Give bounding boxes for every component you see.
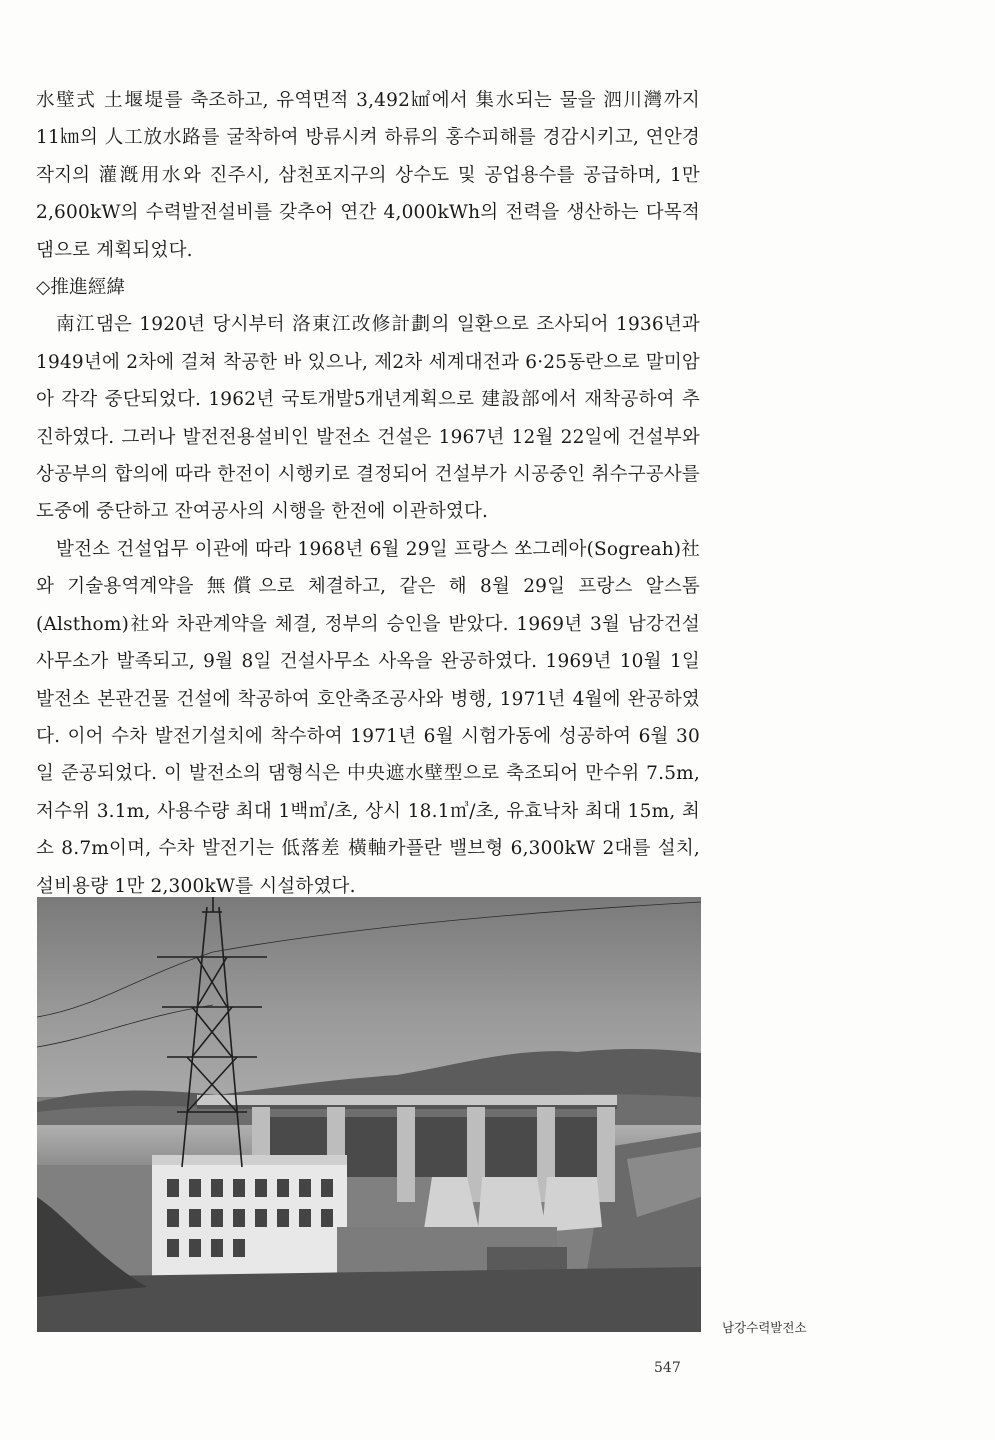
section-heading: ◇推進經緯 (36, 277, 126, 299)
body-text (36, 82, 700, 905)
page-number: 547 (654, 1360, 681, 1376)
power-plant-photo (37, 897, 701, 1332)
paragraph-construction: 발전소 건설업무 이관에 따라 1968년 6월 29일 프랑스 쏘그레아(Sogreah)社와 기술용역계약을 無償으로 체결하고, 같은 해 8월 29일 프랑스 알스톰(Alsthom)社와 차관계약을 체결, 정부의 승인을 받았다. 1969년 3월 남강건설사무소가 발족되고, 9월 8일 건설사무소 사옥을 완공하였다. 1969년 10월 1일 발전소 본관건물 건설에 착공하여 호안축조공사와 병행, 1971년 4월에 완공하였다. 이어 수차 발전기설치에 착수하여 1971년 6월 시험가동에 성공하여 6월 30일 준공되었다. 이 발전소의 댐형식은 中央遮水壁型으로 축조되어 만수위 7.5m, 저수위 3.1m, 사용수량 최대 1백㎥/초, 상시 18.1㎥/초, 유효낙차 최대 15m, 최소 8.7m이며, 수차 발전기는 低落差 橫軸카플란 밸브형 6,300kW 2대를 설치, 설비용량 1만 2,300kW를 시설하였다. (36, 538, 700, 897)
paragraph-history: 南江댐은 1920년 당시부터 洛東江改修計劃의 일환으로 조사되어 1936년과 1949년에 2차에 걸쳐 착공한 바 있으나, 제2차 세계대전과 6·25동란으로 말미암아 각각 중단되었다. 1962년 국토개발5개년계획으로 建設部에서 재착공하여 추진하였다. 그러나 발전전용설비인 발전소 건설은 1967년 12월 22일에 건설부와 상공부의 합의에 따라 한전이 시행키로 결정되어 건설부가 시공중인 취수구공사를 도중에 중단하고 잔여공사의 시행을 한전에 이관하였다. (36, 314, 700, 523)
paragraph-dam-plan: 水壁式 土堰堤를 축조하고, 유역면적 3,492㎢에서 集水되는 물을 泗川灣까지 11㎞의 人工放水路를 굴착하여 방류시켜 하류의 홍수피해를 경감시키고, 연안경작지의 灌漑用水와 진주시, 삼천포지구의 상수도 및 공업용수를 공급하며, 1만 2,600kW의 수력발전설비를 갖추어 연간 4,000kWh의 전력을 생산하는 다목적댐으로 계획되었다. (36, 90, 700, 261)
photo-caption: 남강수력발전소 (722, 1320, 807, 1335)
power-plant-photo-drawing (37, 897, 701, 1332)
